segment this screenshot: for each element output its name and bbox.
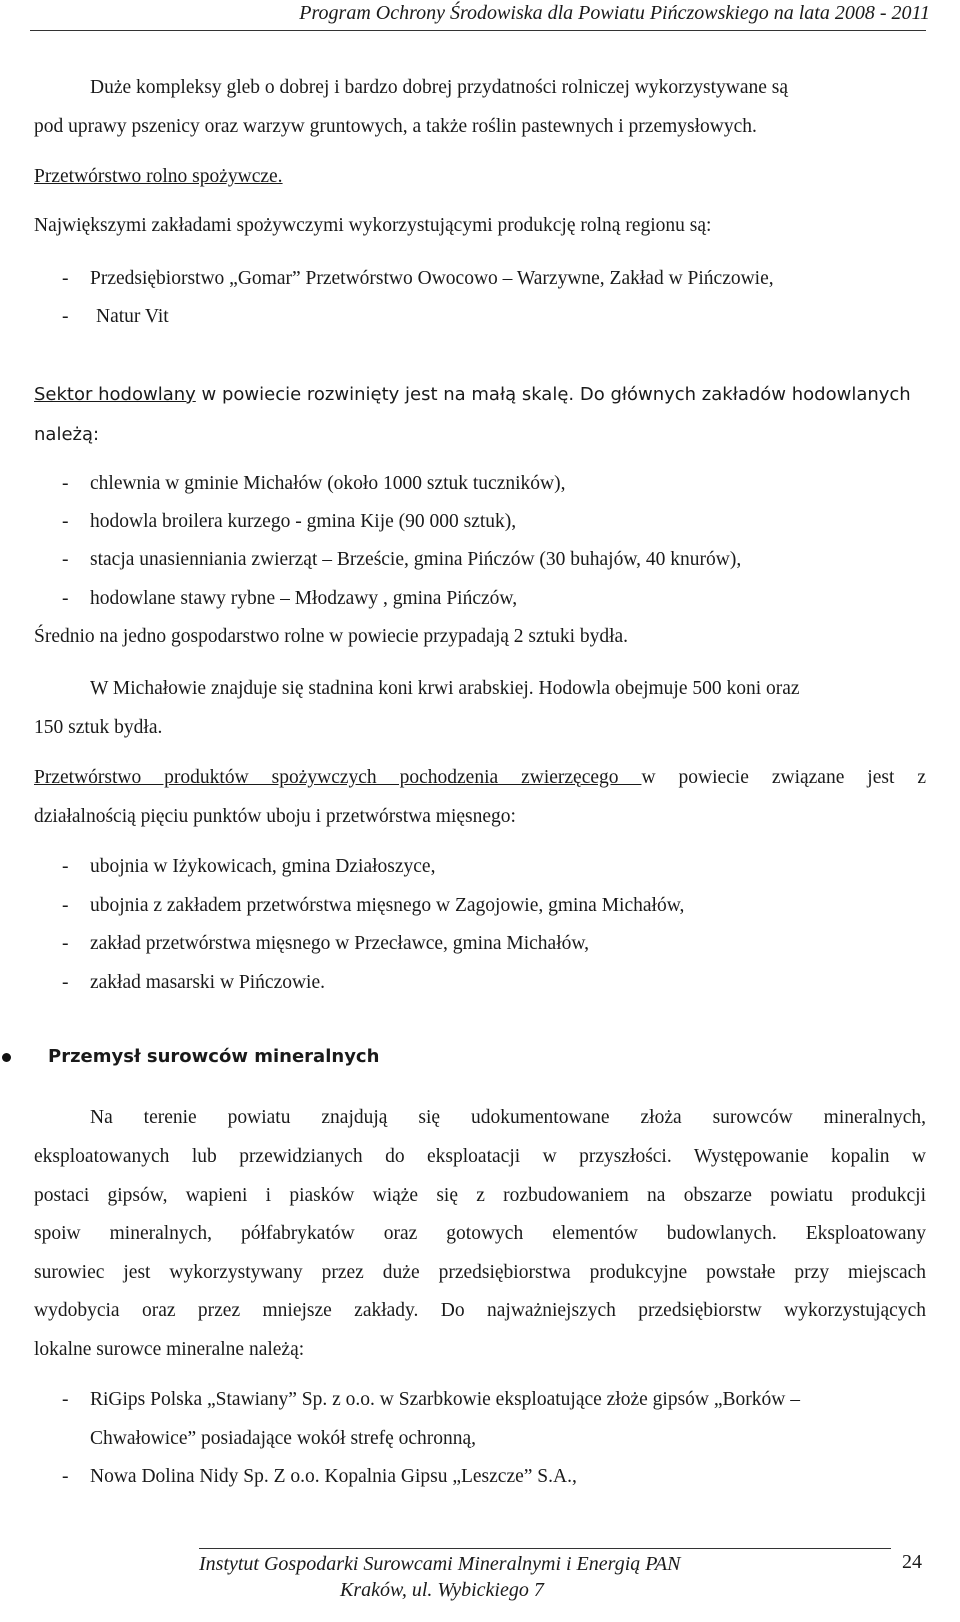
- list-item: hodowlane stawy rybne – Młodzawy , gmina Pińczów,: [90, 588, 518, 609]
- paragraph-line: pod uprawy pszenicy oraz warzyw gruntowych, a także roślin pastewnych i przemysłowych.: [34, 116, 757, 137]
- page-header: Program Ochrony Środowiska dla Powiatu Pińczowskiego na lata 2008 - 2011: [299, 2, 930, 24]
- list-dash: -: [62, 473, 69, 494]
- paragraph-line: spoiw mineralnych, półfabrykatów oraz gotowych elementów budowlanych. Eksploatowany: [34, 1223, 926, 1244]
- list-item: stacja unasienniania zwierząt – Brzeście, gmina Pińczów (30 buhajów, 40 knurów),: [90, 549, 742, 570]
- bullet-icon: [2, 1053, 11, 1062]
- list-item: zakład masarski w Pińczowie.: [90, 972, 326, 993]
- section-heading-animal-processing: Przetwórstwo produktów spożywczych pochodzenia zwierzęcego: [34, 767, 642, 788]
- header-rule: [30, 30, 926, 31]
- list-dash: -: [62, 856, 69, 877]
- list-item: Przedsiębiorstwo „Gomar” Przetwórstwo Owocowo – Warzywne, Zakład w Pińczowie,: [90, 268, 774, 289]
- footer-institute: Instytut Gospodarki Surowcami Mineralnymi i Energią PAN: [199, 1553, 681, 1575]
- paragraph-line: [34, 766, 926, 790]
- footer-address: Kraków, ul. Wybickiego 7: [340, 1579, 544, 1601]
- paragraph-line: [34, 383, 911, 407]
- list-dash: -: [62, 511, 69, 532]
- list-item: ubojnia z zakładem przetwórstwa mięsnego w Zagojowie, gmina Michałów,: [90, 895, 685, 916]
- section-heading-processing: Przetwórstwo rolno spożywcze.: [34, 166, 283, 187]
- list-dash: -: [62, 972, 69, 993]
- list-dash: -: [62, 306, 69, 327]
- list-item: Nowa Dolina Nidy Sp. Z o.o. Kopalnia Gipsu „Leszcze” S.A.,: [90, 1466, 577, 1487]
- paragraph-line: działalnością pięciu punktów uboju i przetwórstwa mięsnego:: [34, 806, 516, 827]
- paragraph-line: Średnio na jedno gospodarstwo rolne w powiecie przypadają 2 sztuki bydła.: [34, 626, 629, 647]
- list-item: zakład przetwórstwa mięsnego w Przecławce, gmina Michałów,: [90, 933, 590, 954]
- paragraph-line: Duże kompleksy gleb o dobrej i bardzo dobrej przydatności rolniczej wykorzystywane są: [90, 77, 788, 98]
- list-dash: -: [62, 933, 69, 954]
- list-item: ubojnia w Iżykowicach, gmina Działoszyce,: [90, 856, 436, 877]
- footer-rule: [199, 1548, 891, 1549]
- page-number: 24: [902, 1551, 922, 1573]
- paragraph-line: W Michałowie znajduje się stadnina koni krwi arabskiej. Hodowla obejmuje 500 koni oraz: [90, 678, 800, 699]
- paragraph-line: Na terenie powiatu znajdują się udokumentowane złoża surowców mineralnych,: [90, 1107, 926, 1128]
- paragraph-line: postaci gipsów, wapieni i piasków wiąże się z rozbudowaniem na obszarze powiatu produkcji: [34, 1185, 926, 1206]
- paragraph-line: 150 sztuk bydła.: [34, 717, 163, 738]
- list-dash: -: [62, 549, 69, 570]
- paragraph-line: surowiec jest wykorzystywany przez duże przedsiębiorstwa produkcyjne powstałe przy miejscach: [34, 1262, 926, 1283]
- list-dash: -: [62, 1466, 69, 1487]
- list-dash: -: [62, 268, 69, 289]
- paragraph-line: Największymi zakładami spożywczymi wykorzystującymi produkcję rolną regionu są:: [34, 215, 712, 236]
- intro-text: w powiecie związane jest z: [641, 767, 926, 788]
- paragraph-line: eksploatowanych lub przewidzianych do eksploatacji w przyszłości. Występowanie kopalin w: [34, 1146, 926, 1167]
- list-dash: -: [62, 1389, 69, 1410]
- section-heading-minerals: Przemysł surowców mineralnych: [48, 1046, 380, 1067]
- list-item: Natur Vit: [96, 306, 169, 327]
- section-heading-livestock: Sektor hodowlany: [34, 384, 196, 405]
- list-item: chlewnia w gminie Michałów (około 1000 sztuk tuczników),: [90, 473, 566, 494]
- paragraph-line: wydobycia oraz przez mniejsze zakłady. Do najważniejszych przedsiębiorstw wykorzystujących: [34, 1300, 926, 1321]
- intro-text: w powiecie rozwinięty jest na małą skalę. Do głównych zakładów hodowlanych: [195, 384, 911, 405]
- paragraph-line: lokalne surowce mineralne należą:: [34, 1339, 305, 1360]
- list-item-continuation: Chwałowice” posiadające wokół strefę ochronną,: [90, 1428, 477, 1449]
- list-item: hodowla broilera kurzego - gmina Kije (90 000 sztuk),: [90, 511, 517, 532]
- list-dash: -: [62, 895, 69, 916]
- list-dash: -: [62, 588, 69, 609]
- paragraph-line: należą:: [34, 424, 100, 445]
- list-item: RiGips Polska „Stawiany” Sp. z o.o. w Szarbkowie eksploatujące złoże gipsów „Borków –: [90, 1389, 800, 1410]
